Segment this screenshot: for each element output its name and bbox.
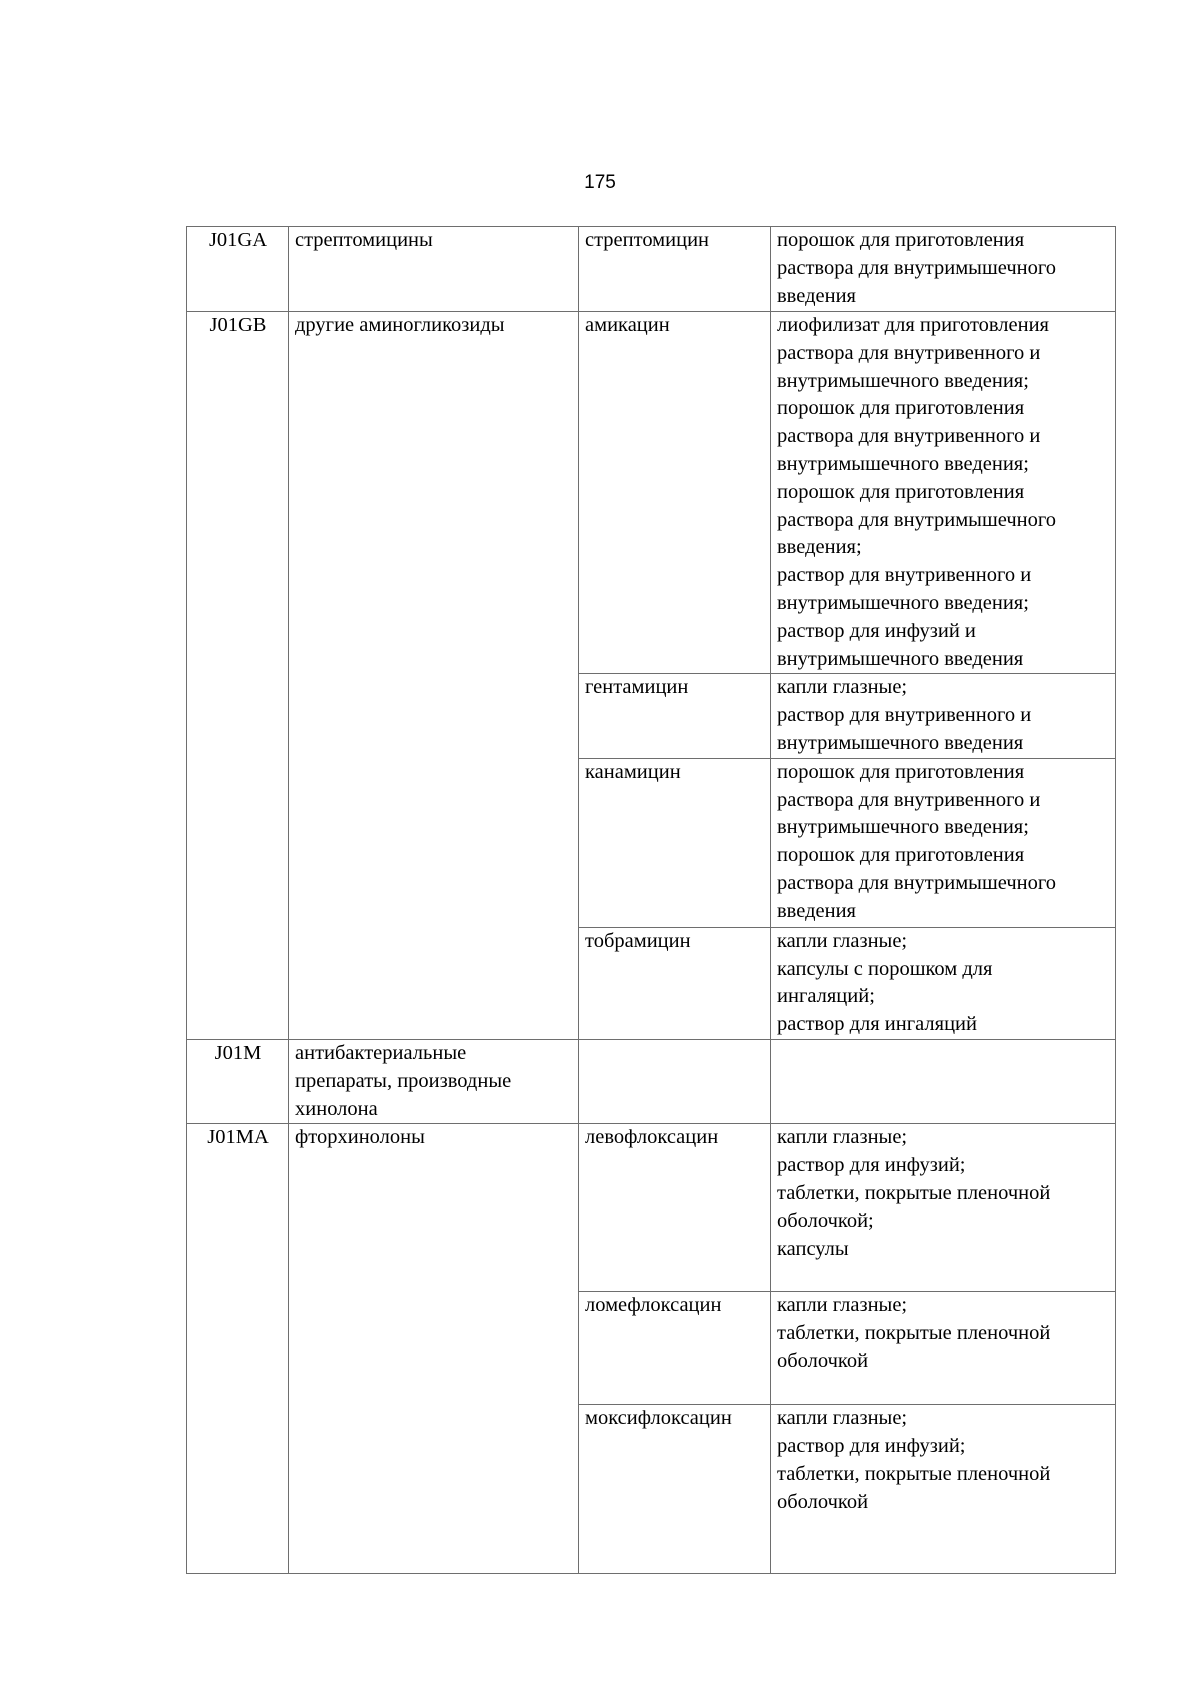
table-row (187, 312, 1116, 674)
dosage-forms: капли глазные; таблетки, покрытые пленочной оболочкой (771, 1292, 1116, 1405)
drug-name: канамицин (579, 758, 771, 927)
group-name: другие аминогликозиды (289, 312, 579, 1040)
drug-name: левофлоксацин (579, 1124, 771, 1292)
drug-name (579, 1039, 771, 1123)
dosage-forms: капли глазные; капсулы с порошком для ингаляций; раствор для ингаляций (771, 927, 1116, 1039)
dosage-forms: лиофилизат для приготовления раствора для внутривенного и внутримышечного введения; порошок для приготовления раствора для внутривенного и внутримышечного введения; порошок для приготовления раствора для внутримышечного введения; раствор для внутривенного и внутримышечного введения; раствор для инфузий и внутримышечного введения (771, 312, 1116, 674)
page-number: 175 (584, 172, 616, 193)
group-name: фторхинолоны (289, 1124, 579, 1574)
drug-name: моксифлоксацин (579, 1405, 771, 1574)
dosage-forms: порошок для приготовления раствора для внутримышечного введения (771, 227, 1116, 312)
drug-name: тобрамицин (579, 927, 771, 1039)
table-row (187, 1124, 1116, 1292)
atc-code: J01M (187, 1039, 289, 1123)
group-name: стрептомицины (289, 227, 579, 312)
dosage-forms (771, 1039, 1116, 1123)
atc-code: J01GA (187, 227, 289, 312)
dosage-forms: капли глазные; раствор для внутривенного и внутримышечного введения (771, 674, 1116, 758)
group-name: антибактериальные препараты, производные хинолона (289, 1039, 579, 1123)
dosage-forms: порошок для приготовления раствора для внутривенного и внутримышечного введения; порошок для приготовления раствора для внутримышечного введения (771, 758, 1116, 927)
drug-name: ломефлоксацин (579, 1292, 771, 1405)
drug-name: стрептомицин (579, 227, 771, 312)
table-row (187, 1039, 1116, 1123)
drug-name: гентамицин (579, 674, 771, 758)
dosage-forms: капли глазные; раствор для инфузий; таблетки, покрытые пленочной оболочкой; капсулы (771, 1124, 1116, 1292)
drug-classification-table (186, 226, 1116, 1574)
dosage-forms: капли глазные; раствор для инфузий; таблетки, покрытые пленочной оболочкой (771, 1405, 1116, 1574)
table-row (187, 227, 1116, 312)
atc-code: J01GB (187, 312, 289, 1040)
atc-code: J01MA (187, 1124, 289, 1574)
drug-name: амикацин (579, 312, 771, 674)
